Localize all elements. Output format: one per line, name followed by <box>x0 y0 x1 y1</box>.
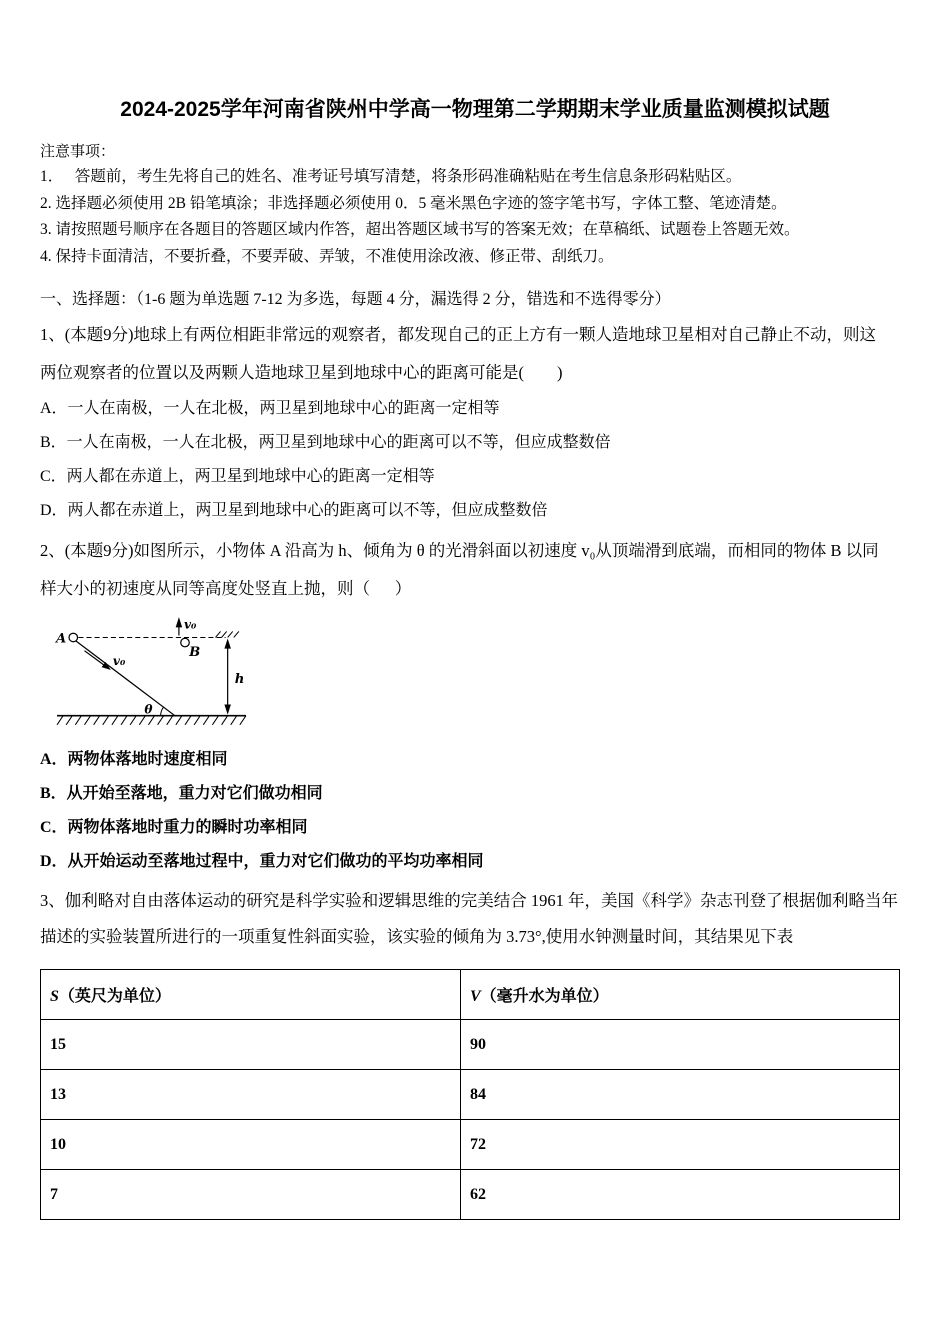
notice-heading: 注意事项： <box>40 144 116 160</box>
block-a-circle <box>69 633 78 642</box>
cell-v-1: 90 <box>461 1020 900 1070</box>
label-theta: θ <box>144 702 153 717</box>
question-1-stem-line-2: 两位观察者的位置以及两颗人造地球卫星到地球中心的距离可能是( ) <box>40 363 563 382</box>
cell-v-2: 84 <box>461 1070 900 1120</box>
incline-line <box>75 641 175 716</box>
question-1-option-a: A．一人在南极，一人在北极，两卫星到地球中心的距离一定相等 <box>40 400 500 417</box>
experiment-results-table <box>40 969 900 1220</box>
question-1-option-d: D．两人都在赤道上，两卫星到地球中心的距离可以不等，但应成整数倍 <box>40 502 548 519</box>
question-3-stem-line-1: 3、伽利略对自由落体运动的研究是科学实验和逻辑思维的完美结合 1961 年，美国《科学》杂志刊登了根据伽利略当年 <box>40 891 898 910</box>
question-2-stem-line-1: 2、(本题9分)如图所示，小物体 A 沿高为 h、倾角为 θ 的光滑斜面以初速度 v₀从顶端滑到底端，而相同的物体 B 以同 <box>40 541 879 560</box>
question-1-option-b: B．一人在南极，一人在北极，两卫星到地球中心的距离可以不等，但应成整数倍 <box>40 434 611 451</box>
header-v-rest: （毫升水为单位） <box>480 988 609 1005</box>
cell-v-3: 72 <box>461 1120 900 1170</box>
question-2-option-d: D．从开始运动至落地过程中，重力对它们做功的平均功率相同 <box>40 853 484 870</box>
height-arrow-bottom-head <box>224 705 231 715</box>
header-s-rest: （英尺为单位） <box>58 988 171 1005</box>
block-b-circle <box>181 638 190 647</box>
cell-s-3: 10 <box>41 1120 461 1170</box>
question-1-stem-line-1: 1、(本题9分)地球上有两位相距非常远的观察者，都发现自己的正上方有一颗人造地球卫星相对自己静止不动，则这 <box>40 325 876 344</box>
question-1-option-c: C．两人都在赤道上，两卫星到地球中心的距离一定相等 <box>40 468 435 485</box>
table-header-row <box>41 970 900 1020</box>
notice-item-1: 1． 答题前，考生先将自己的姓名、准考证号填写清楚，将条形码准确粘贴在考生信息条形码粘贴区。 <box>40 168 742 185</box>
incline-figure <box>55 614 910 733</box>
ground-hatching <box>57 716 246 725</box>
question-2-stem-line-2: 样大小的初速度从同等高度处竖直上抛，则（ ） <box>40 579 412 598</box>
cell-s-4: 7 <box>41 1170 461 1220</box>
question-2-option-b: B．从开始至落地，重力对它们做功相同 <box>40 785 323 802</box>
notice-item-2: 2. 选择题必须使用 2B 铅笔填涂；非选择题必须使用 0．5 毫米黑色字迹的签字笔书写，字体工整、笔迹清楚。 <box>40 194 787 212</box>
label-v0-incline: v₀ <box>112 653 126 668</box>
question-3 <box>40 883 910 1220</box>
section-heading-choice: 一、选择题：（1-6 题为单选题 7-12 为多选，每题 4 分，漏选得 2 分，错选和不选得零分） <box>40 291 671 308</box>
incline-figure-svg <box>55 614 250 728</box>
cell-s-1: 15 <box>41 1020 461 1070</box>
label-h: h <box>234 672 245 688</box>
table-row <box>41 1120 900 1170</box>
notice-item-3: 3. 请按照题号顺序在各题目的答题区域内作答，超出答题区域书写的答案无效；在草稿纸、试题卷上答题无效。 <box>40 221 800 238</box>
label-a: A <box>56 631 67 647</box>
theta-arc <box>161 707 164 716</box>
page-title: 2024-2025学年河南省陕州中学高一物理第二学期期末学业质量监测模拟试题 <box>120 98 830 121</box>
label-b: B <box>189 644 201 660</box>
height-arrow-top-head <box>224 639 231 649</box>
v0-arrow-incline <box>84 651 103 665</box>
notice-section <box>40 140 910 270</box>
ceiling-hatching <box>215 631 238 637</box>
question-2-option-a: A．两物体落地时速度相同 <box>40 751 228 768</box>
question-1 <box>40 316 910 528</box>
question-2 <box>40 532 910 879</box>
cell-s-2: 13 <box>41 1070 461 1120</box>
table-row <box>41 1020 900 1070</box>
cell-v-4: 62 <box>461 1170 900 1220</box>
header-s-letter: S <box>50 988 59 1005</box>
table-row <box>41 1170 900 1220</box>
table-header-s <box>41 970 461 1020</box>
label-v0-up: v₀ <box>183 617 197 632</box>
question-3-stem-line-2: 描述的实验装置所进行的一项重复性斜面实验，该实验的倾角为 3.73°,使用水钟测量时间，其结果见下表 <box>40 927 794 946</box>
header-v-letter: V <box>470 988 481 1005</box>
notice-item-4: 4. 保持卡面清洁，不要折叠，不要弄破、弄皱，不准使用涂改液、修正带、刮纸刀。 <box>40 247 614 265</box>
v0-arrow-up-head <box>176 617 183 627</box>
table-row <box>41 1070 900 1120</box>
table-header-v <box>461 970 900 1020</box>
question-2-option-c: C．两物体落地时重力的瞬时功率相同 <box>40 819 308 836</box>
